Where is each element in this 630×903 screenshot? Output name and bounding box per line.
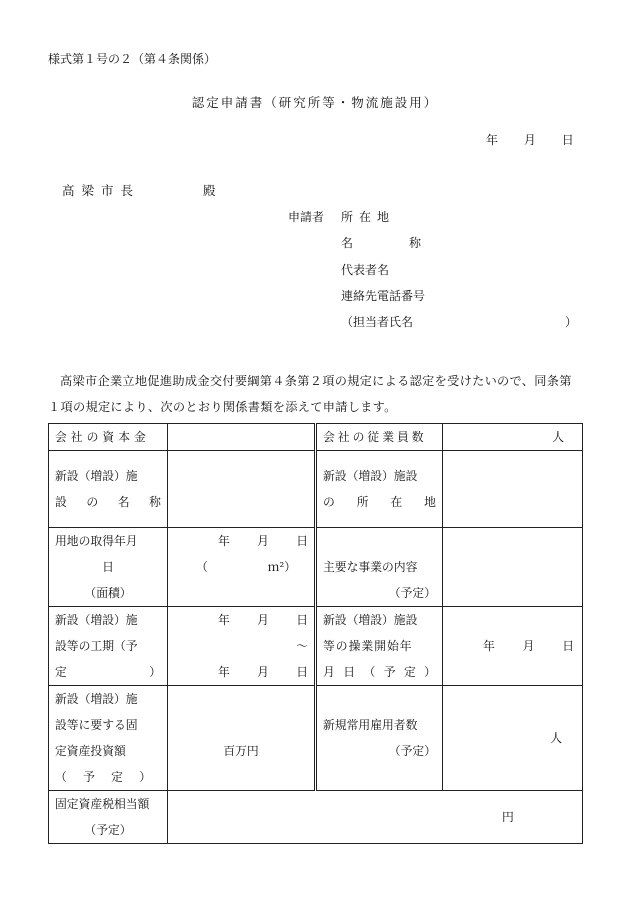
input-new-employees[interactable]: 人: [443, 686, 583, 791]
input-fixed-asset-investment[interactable]: 百万円: [168, 686, 316, 791]
label-operation-start: 新設（増設）施設 等の操業開始年 月 日 （ 予 定 ）: [316, 607, 443, 686]
applicant-representative-label: 代表者名: [341, 263, 390, 277]
applicant-name-label: 名 称: [341, 236, 444, 250]
label-fixed-asset-tax: 固定資産税相当額 （予定）: [49, 791, 168, 844]
input-fixed-asset-tax[interactable]: 円: [168, 791, 583, 844]
row-facility: [49, 451, 583, 528]
date-month: 月: [523, 133, 536, 147]
input-employees[interactable]: 人: [443, 424, 583, 451]
input-facility-name[interactable]: [168, 451, 316, 528]
applicant-label: 申請者: [288, 210, 325, 224]
applicant-phone-label: 連絡先電話番号: [341, 289, 426, 303]
form-number: 様式第１号の２（第４条関係）: [48, 52, 217, 66]
label-facility-name: 新設（増設）施 設 の 名 称: [49, 451, 168, 528]
label-main-business: 主要な事業の内容 （予定）: [316, 528, 443, 607]
row-land: [49, 528, 583, 607]
date-day: 日: [561, 133, 574, 147]
applicant-contact-close: ）: [565, 315, 578, 329]
honorific: 殿: [203, 183, 216, 198]
application-date: [486, 131, 574, 148]
applicant-address-label: 所在地: [341, 210, 396, 224]
input-land-acquisition[interactable]: 年 月 日 （ ｍ²）: [168, 528, 316, 607]
document-title: 認定申請書（研究所等・物流施設用）: [191, 95, 439, 110]
row-investment: [49, 686, 583, 791]
input-facility-location[interactable]: [443, 451, 583, 528]
label-capital: 会社の資本金: [49, 424, 168, 451]
label-construction-period: 新設（増設）施 設等の工期（予 定 ）: [49, 607, 168, 686]
input-construction-period[interactable]: 年 月 日 ～ 年 月 日: [168, 607, 316, 686]
row-tax: [49, 791, 583, 844]
label-land-acquisition: 用地の取得年月 日 （面積）: [49, 528, 168, 607]
label-new-employees: 新規常用雇用者数 （予定）: [316, 686, 443, 791]
row-construction: [49, 607, 583, 686]
application-statement: 高梁市企業立地促進助成金交付要綱第４条第２項の規定による認定を受けたいので、同条第１項の規定により、次のとおり関係書類を添えて申請します。: [48, 374, 572, 414]
label-employees: 会社の従業員数: [316, 424, 443, 451]
input-capital[interactable]: [168, 424, 316, 451]
applicant-contact-label: （担当者氏名: [341, 315, 414, 329]
application-table: [48, 423, 583, 844]
row-capital: [49, 424, 583, 451]
label-facility-location: 新設（増設）施設 の 所 在 地: [316, 451, 443, 528]
input-operation-start[interactable]: 年 月 日: [443, 607, 583, 686]
input-main-business[interactable]: [443, 528, 583, 607]
date-year: 年: [486, 133, 499, 147]
label-fixed-asset-investment: 新設（増設）施 設等に要する固 定資産投資額 （ 予 定 ）: [49, 686, 168, 791]
addressee: 高梁市長: [62, 183, 141, 198]
